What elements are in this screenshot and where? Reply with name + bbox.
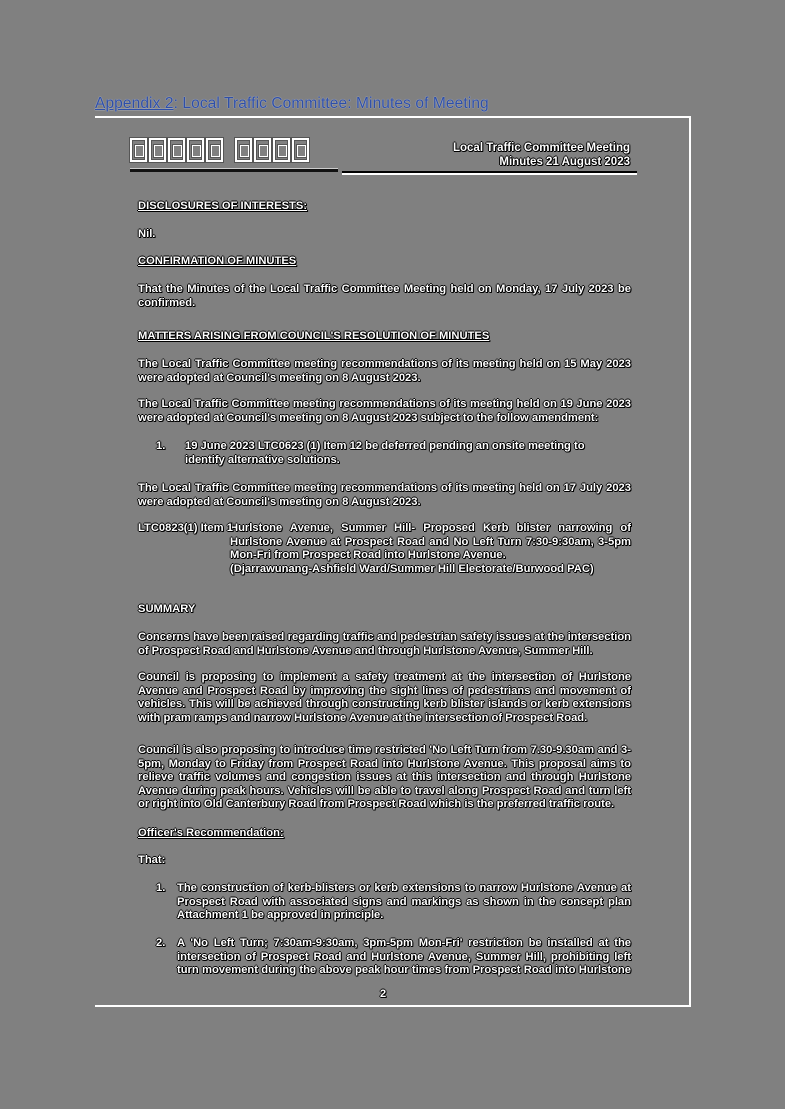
- confirmation-text: That the Minutes of the Local Traffic Committee Meeting held on Monday, 17 July 2023 be confirmed.: [138, 283, 631, 309]
- recommendation-heading: Officer's Recommendation:: [138, 827, 284, 839]
- logo-glyph-icon: [235, 138, 252, 162]
- logo-underline: [130, 168, 338, 172]
- matters-paragraph-3: The Local Traffic Committee meeting recommendations of its meeting held on 17 July 2023 were adopted at Council's meeting on 8 August 2023.: [138, 482, 631, 508]
- amendment-item: [156, 440, 631, 467]
- summary-heading: SUMMARY: [138, 603, 196, 615]
- logo-glyph-icon: [187, 138, 204, 162]
- appendix-title-rest: : Local Traffic Committee: Minutes of Meeting: [173, 95, 489, 112]
- logo-glyph-icon: [292, 138, 309, 162]
- recommendation-item-2: [156, 937, 631, 978]
- page-frame-bottom: [95, 1005, 691, 1007]
- recommendation-item-1: [156, 882, 631, 923]
- logo-glyph-icon: [130, 138, 147, 162]
- summary-paragraph-1: Concerns have been raised regarding traffic and pedestrian safety issues at the intersection of Prospect Road and Hurlstone Avenue and through Hurlstone Avenue, Summer Hill.: [138, 631, 631, 657]
- item-title: Hurlstone Avenue, Summer Hill- Proposed Kerb blister narrowing of Hurlstone Avenue at Prospect Road and No Left Turn 7:30-9:30am, 3-5pm Mon-Fri from Prospect Road into Hurlstone Avenue.: [230, 522, 631, 561]
- matters-paragraph-1: The Local Traffic Committee meeting recommendations of its meeting held on 15 May 2023 were adopted at Council's meeting on 8 August 2023.: [138, 358, 631, 384]
- matters-paragraph-2: The Local Traffic Committee meeting recommendations of its meeting held on 19 June 2023 were adopted at Council's meeting on 8 August 2023 subject to the follow amendment:: [138, 398, 631, 424]
- appendix-title: [95, 95, 489, 113]
- recommendation-intro: That:: [138, 854, 166, 866]
- matters-heading: MATTERS ARISING FROM COUNCIL'S RESOLUTION OF MINUTES: [138, 330, 490, 342]
- page-frame-right: [689, 116, 691, 1007]
- recommendation-text: The construction of kerb-blisters or kerb extensions to narrow Hurlstone Avenue at Prospect Road with associated signs and markings as shown in the concept plan Attachment 1 be approved in principle.: [177, 882, 631, 921]
- item-block: [138, 522, 631, 576]
- recommendation-number: 1.: [156, 882, 166, 894]
- page-frame-top: [95, 116, 691, 118]
- summary-paragraph-3: Council is also proposing to introduce time restricted 'No Left Turn from 7.30-9.30am and 3-5pm, Monday to Friday from Prospect Road into Hurlstone Avenue. This proposal aims to relieve traffic volumes and congestion issues at this intersection and through Hurlstone Avenue during peak hours. Vehicles will be able to travel along Prospect Road and turn left or right into Old Canterbury Road from Prospect Road which is the preferred traffic route.: [138, 744, 631, 810]
- minutes-date: Minutes 21 August 2023: [499, 156, 630, 168]
- amendment-number: 1.: [156, 440, 166, 452]
- appendix-link[interactable]: Appendix 2: [95, 95, 174, 112]
- logo-glyph-icon: [254, 138, 271, 162]
- disclosures-text: Nil.: [138, 228, 156, 240]
- recommendation-number: 2.: [156, 937, 166, 949]
- logo-glyph-icon: [206, 138, 223, 162]
- item-reference: LTC0823(1) Item 1: [138, 522, 233, 534]
- confirmation-heading: CONFIRMATION OF MINUTES: [138, 255, 297, 267]
- page-number: 2: [380, 988, 387, 1000]
- recommendation-text: A 'No Left Turn; 7:30am-9:30am, 3pm-5pm Mon-Fri' restriction be installed at the intersection of Prospect Road and Hurlstone Avenue, Summer Hill, prohibiting left turn movement during the above peak hour times from Prospect Road into Hurlstone: [177, 937, 631, 976]
- summary-paragraph-2: Council is proposing to implement a safety treatment at the intersection of Hurlstone Avenue and Prospect Road by improving the sight lines of pedestrians and movement of vehicles. This will be achieved through constructing kerb blister islands or kerb extensions with pram ramps and narrow Hurlstone Avenue at the intersection of Prospect Road.: [138, 671, 631, 724]
- logo-glyph-icon: [273, 138, 290, 162]
- amendment-text: 19 June 2023 LTC0623 (1) Item 12 be deferred pending an onsite meeting to identify alternative solutions.: [185, 440, 585, 466]
- logo-glyph-icon: [168, 138, 185, 162]
- header-rule: [342, 171, 637, 175]
- inner-west-logo: [130, 138, 309, 162]
- disclosures-heading: DISCLOSURES OF INTERESTS:: [138, 200, 308, 212]
- logo-glyph-icon: [149, 138, 166, 162]
- meeting-title: Local Traffic Committee Meeting: [452, 142, 630, 154]
- item-ward: (Djarrawunang-Ashfield Ward/Summer Hill Electorate/Burwood PAC): [230, 562, 594, 575]
- document-header: [400, 141, 630, 169]
